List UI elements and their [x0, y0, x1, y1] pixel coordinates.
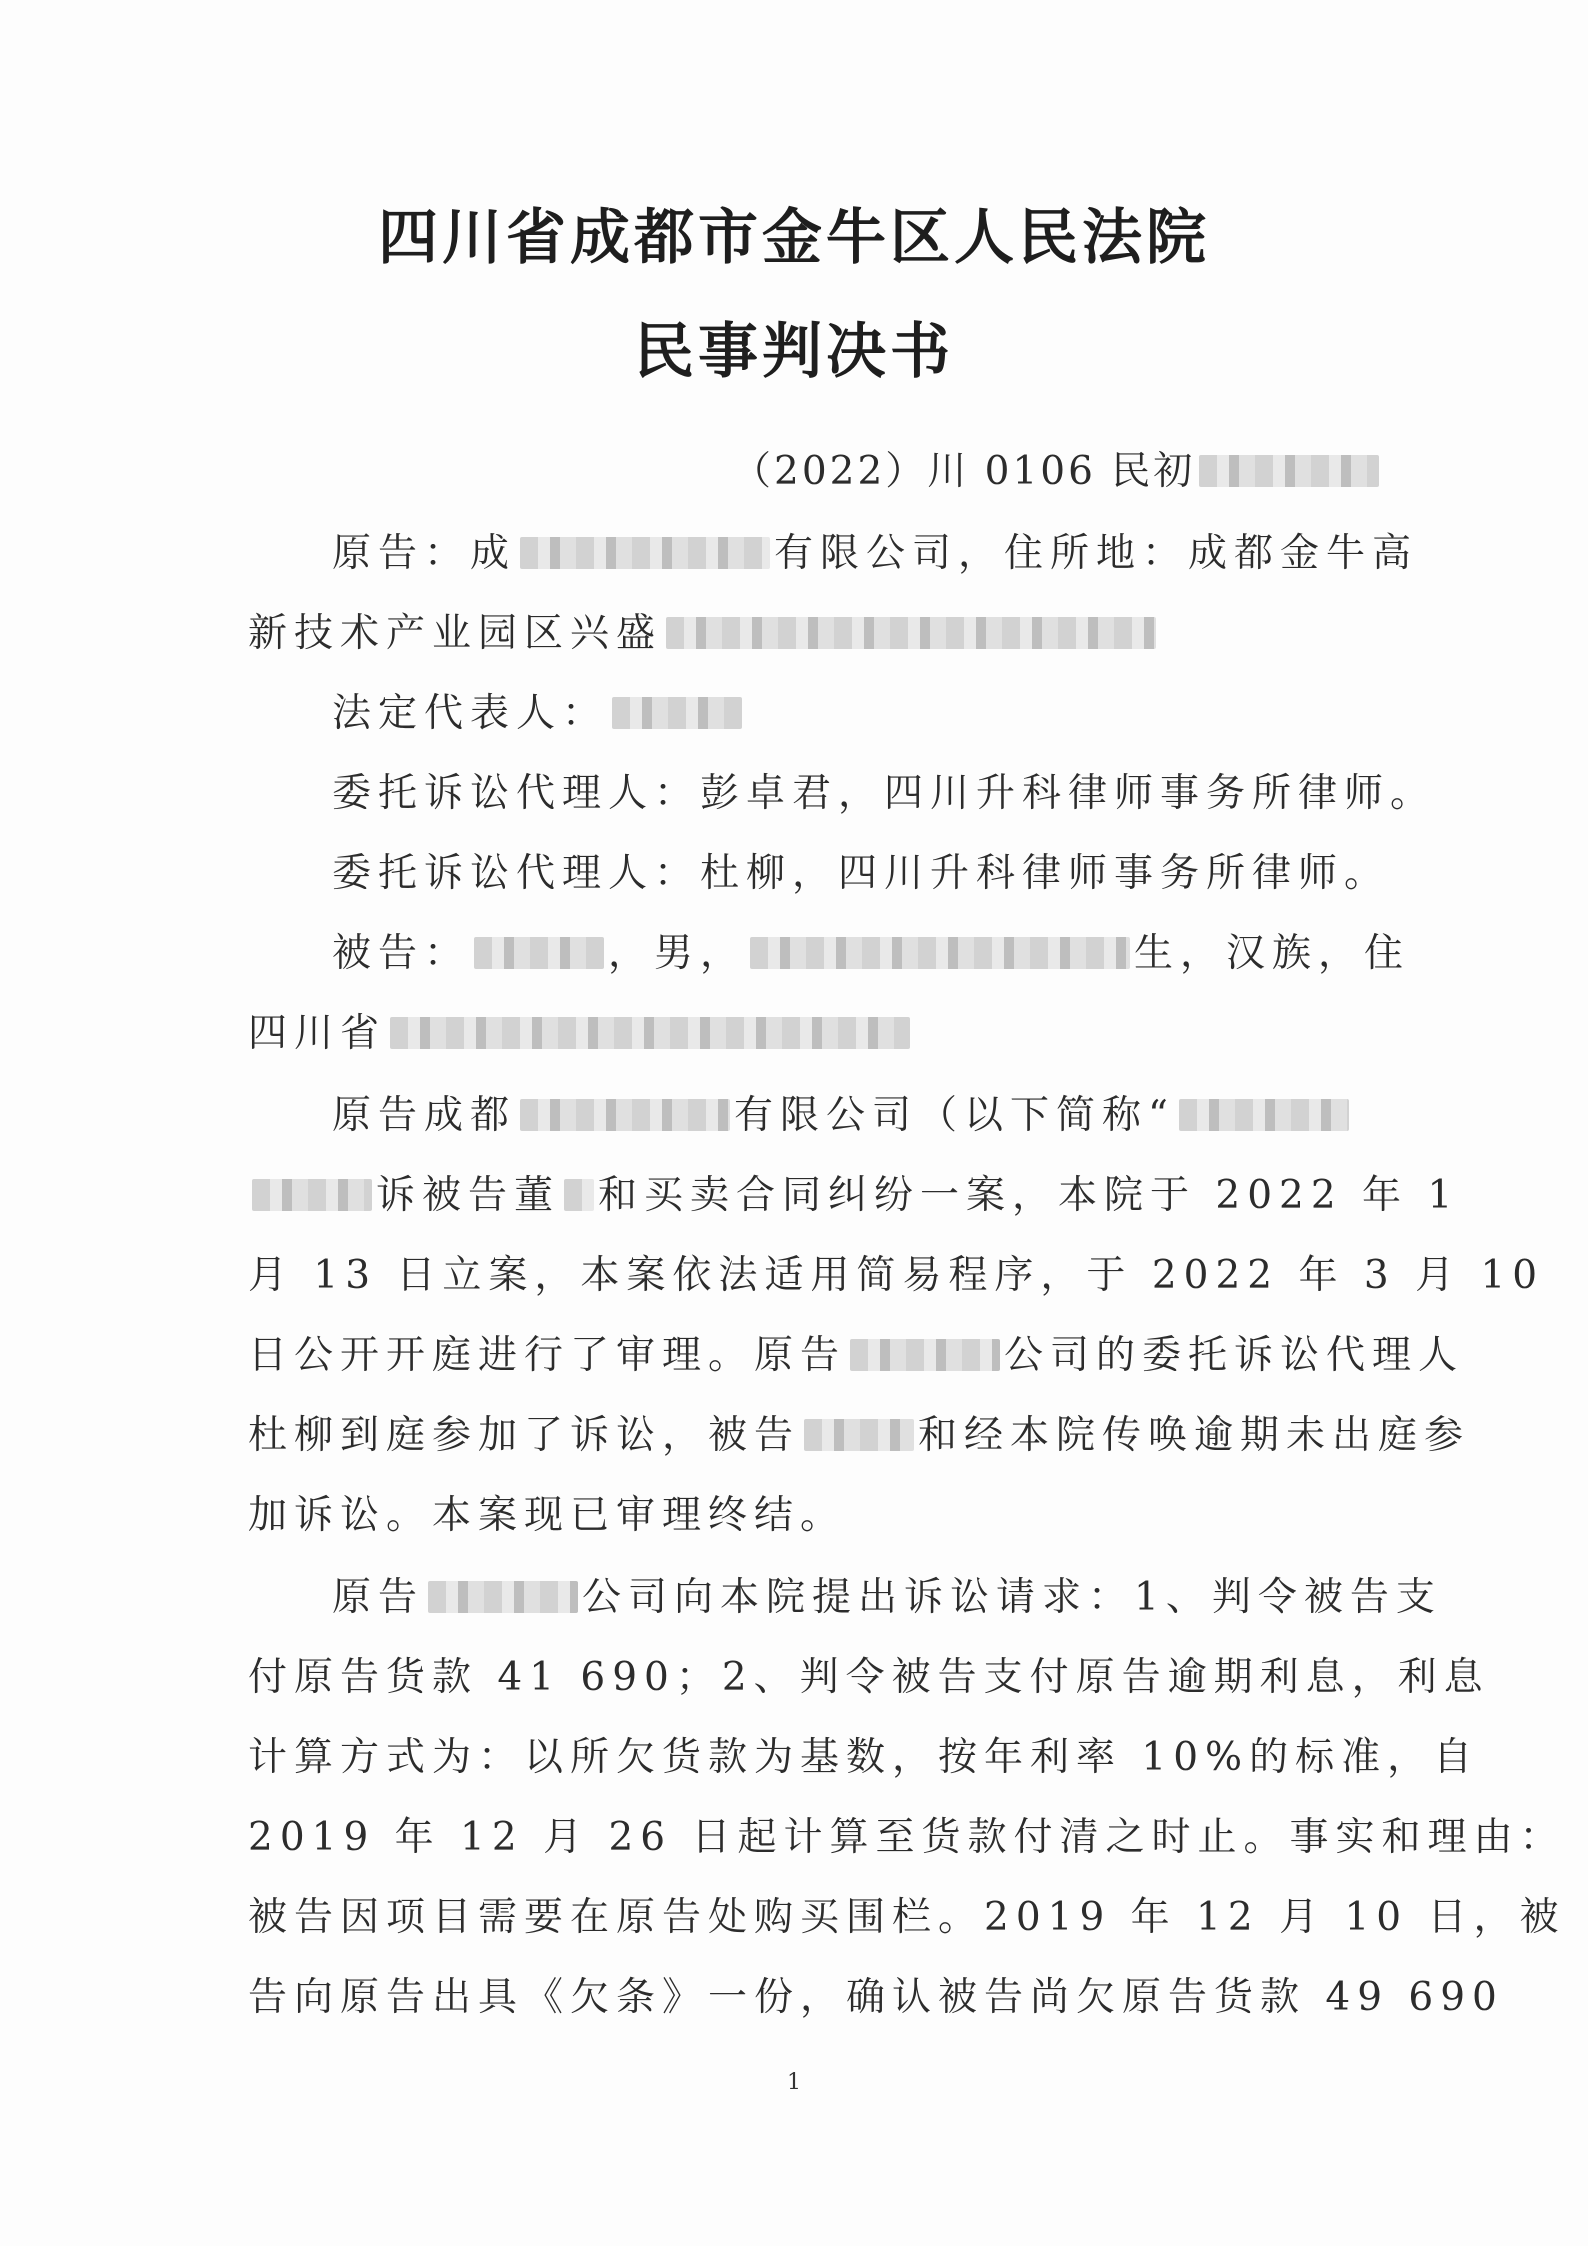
redaction [804, 1419, 914, 1451]
redaction [850, 1339, 1000, 1371]
body-line: 2019 年 12 月 26 日起计算至货款付清之时止。事实和理由： [248, 1815, 1566, 1860]
body-line: 计算方式为：以所欠货款为基数，按年利率 10%的标准，自 [248, 1735, 1480, 1780]
redaction [612, 697, 742, 729]
body-line: 原告 公司向本院提出诉讼请求：1、判令被告支 [332, 1575, 1442, 1620]
redaction [520, 1099, 730, 1131]
redaction [474, 937, 604, 969]
body-line: 付原告货款 41 690；2、判令被告支付原告逾期利息，利息 [248, 1655, 1490, 1700]
agent-line-2: 委托诉讼代理人：杜柳，四川升科律师事务所律师。 [332, 851, 1391, 896]
defendant-line: 被告： ，男， 生，汉族，住 [332, 931, 1411, 976]
page-number: 1 [787, 2070, 801, 2095]
body-line: 原告成都 有限公司（以下简称“ [332, 1096, 1432, 1135]
redaction [750, 937, 1130, 969]
body-line: 月 13 日立案，本案依法适用简易程序，于 2022 年 3 月 10 [248, 1253, 1545, 1298]
redaction [390, 1017, 910, 1049]
case-number: （2022）川 0106 民初 [732, 452, 1588, 491]
plaintiff-address-line: 新技术产业园区兴盛 [248, 614, 1348, 653]
body-line: 告向原告出具《欠条》一份，确认被告尚欠原告货款 49 690 [248, 1975, 1504, 2020]
body-line: 杜柳到庭参加了诉讼，被告 和经本院传唤逾期未出庭参 [248, 1413, 1471, 1458]
legal-rep-line: 法定代表人： [332, 694, 1432, 733]
document-type: 民事判决书 [634, 317, 954, 387]
court-name: 四川省成都市金牛区人民法院 [378, 203, 1210, 273]
defendant-address-line: 四川省 [248, 1014, 1348, 1053]
redaction [564, 1179, 594, 1211]
redaction [252, 1179, 372, 1211]
redaction [1199, 455, 1379, 487]
body-line: 诉被告董 和买卖合同纠纷一案，本院于 2022 年 1 [248, 1176, 1348, 1215]
body-line: 日公开开庭进行了审理。原告 公司的委托诉讼代理人 [248, 1333, 1465, 1378]
body-line: 加诉讼。本案现已审理终结。 [248, 1493, 847, 1538]
redaction [1179, 1099, 1349, 1131]
redaction [666, 617, 1156, 649]
agent-line-1: 委托诉讼代理人：彭卓君，四川升科律师事务所律师。 [332, 771, 1437, 816]
redaction [428, 1581, 578, 1613]
body-line: 被告因项目需要在原告处购买围栏。2019 年 12 月 10 日，被 [248, 1895, 1566, 1940]
plaintiff-line: 原告：成 有限公司，住所地：成都金牛高 [332, 531, 1419, 576]
redaction [520, 537, 770, 569]
